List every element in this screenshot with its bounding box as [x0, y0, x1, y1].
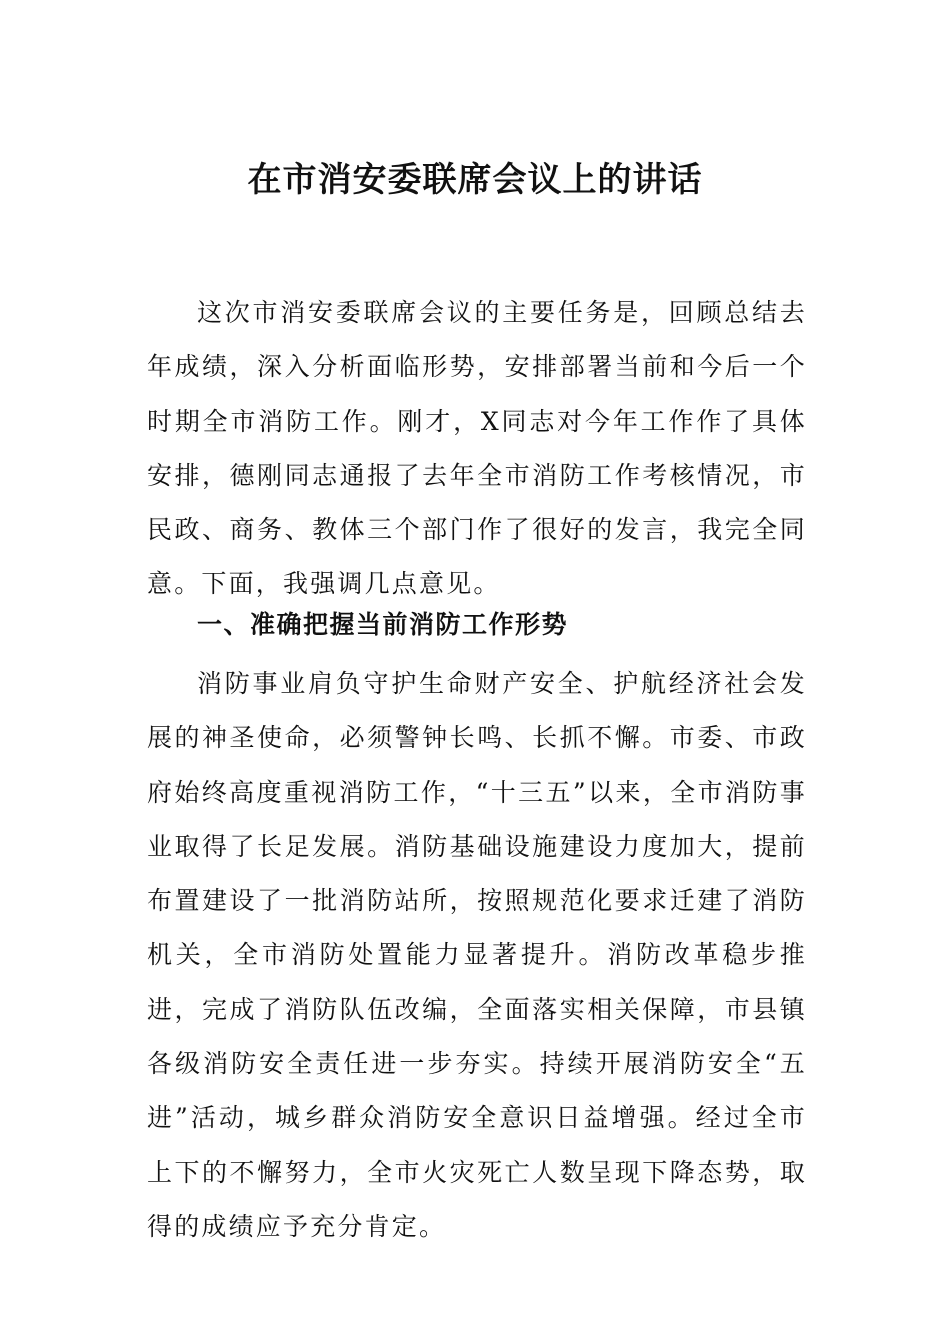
section-heading: 一、准确把握当前消防工作形势	[197, 610, 569, 639]
intro-paragraph: 这次市消安委联席会议的主要任务是，回顾总结去年成绩，深入分析面临形势，安排部署当前和今后一个时期全市消防工作。刚才，X同志对今年工作作了具体安排，德刚同志通报了去年全市消防工作考核情况，市民政、商务、教体三个部门作了很好的发言，我完全同意。下面，我强调几点意见。	[147, 298, 807, 599]
section-paragraph: 消防事业肩负守护生命财产安全、护航经济社会发展的神圣使命，必须警钟长鸣、长抓不懈。市委、市政府始终高度重视消防工作，“十三五”以来，全市消防事业取得了长足发展。消防基础设施建设力度加大，提前布置建设了一批消防站所，按照规范化要求迁建了消防机关，全市消防处置能力显著提升。消防改革稳步推进，完成了消防队伍改编，全面落实相关保障，市县镇各级消防安全责任进一步夯实。持续开展消防安全“五进”活动，城乡群众消防安全意识日益增强。经过全市上下的不懈努力，全市火灾死亡人数呈现下降态势，取得的成绩应予充分肯定。	[147, 669, 807, 1241]
document-title: 在市消安委联席会议上的讲话	[247, 160, 703, 200]
